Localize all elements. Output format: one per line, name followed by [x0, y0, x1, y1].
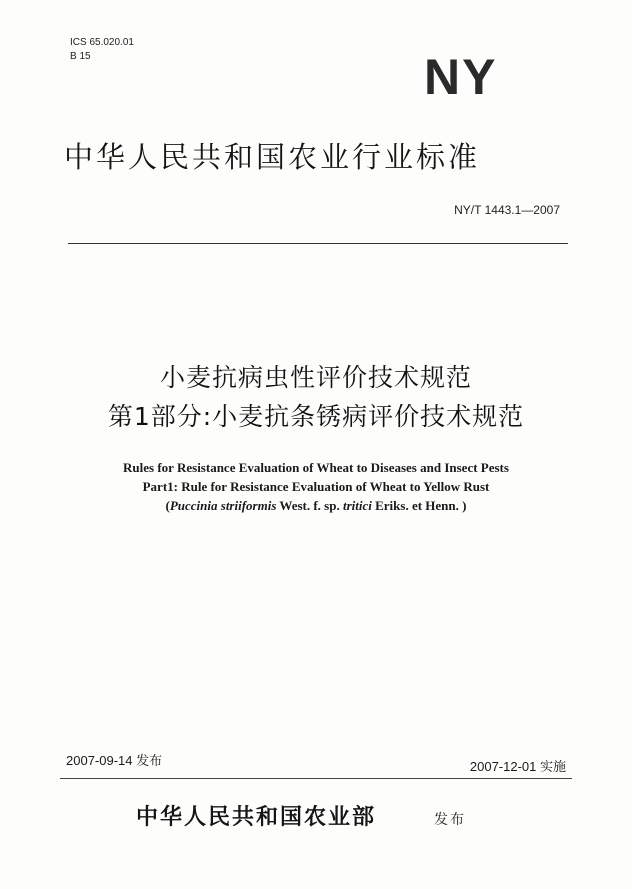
issue-label: 发布 — [434, 812, 466, 828]
standard-number: NY/T 1443.1—2007 — [454, 203, 560, 217]
header-divider — [68, 243, 568, 244]
issue-date: 2007-09-14 发布 — [66, 753, 163, 768]
english-title-line-2: Part1: Rule for Resistance Evaluation of Wheat to Yellow Rust — [142, 479, 490, 494]
standard-type-title: 中华人民共和国农业行业标准 — [64, 140, 481, 174]
implementation-date: 2007-12-01 实施 — [469, 759, 566, 774]
pathogen-forma: tritici — [342, 498, 372, 513]
ny-logo: NY — [424, 49, 498, 105]
pathogen-authority: West. f. sp. — [276, 498, 343, 513]
pathogen-close: Eriks. et Henn. ) — [371, 498, 467, 513]
classification-code: B 15 — [70, 51, 91, 62]
chinese-title-line-2: 第1部分:小麦抗条锈病评价技术规范 — [107, 402, 525, 431]
footer-divider — [60, 778, 572, 779]
chinese-title-line-1: 小麦抗病虫性评价技术规范 — [159, 363, 472, 392]
english-title-line-3 — [0, 498, 632, 514]
issuing-authority: 中华人民共和国农业部 — [136, 805, 377, 830]
pathogen-open-paren: ( — [165, 498, 170, 513]
ics-code: ICS 65.020.01 — [70, 37, 134, 48]
english-title-line-1: Rules for Resistance Evaluation of Wheat to Diseases and Insect Pests — [123, 460, 509, 475]
pathogen-species: Puccinia striiformis — [169, 498, 277, 513]
